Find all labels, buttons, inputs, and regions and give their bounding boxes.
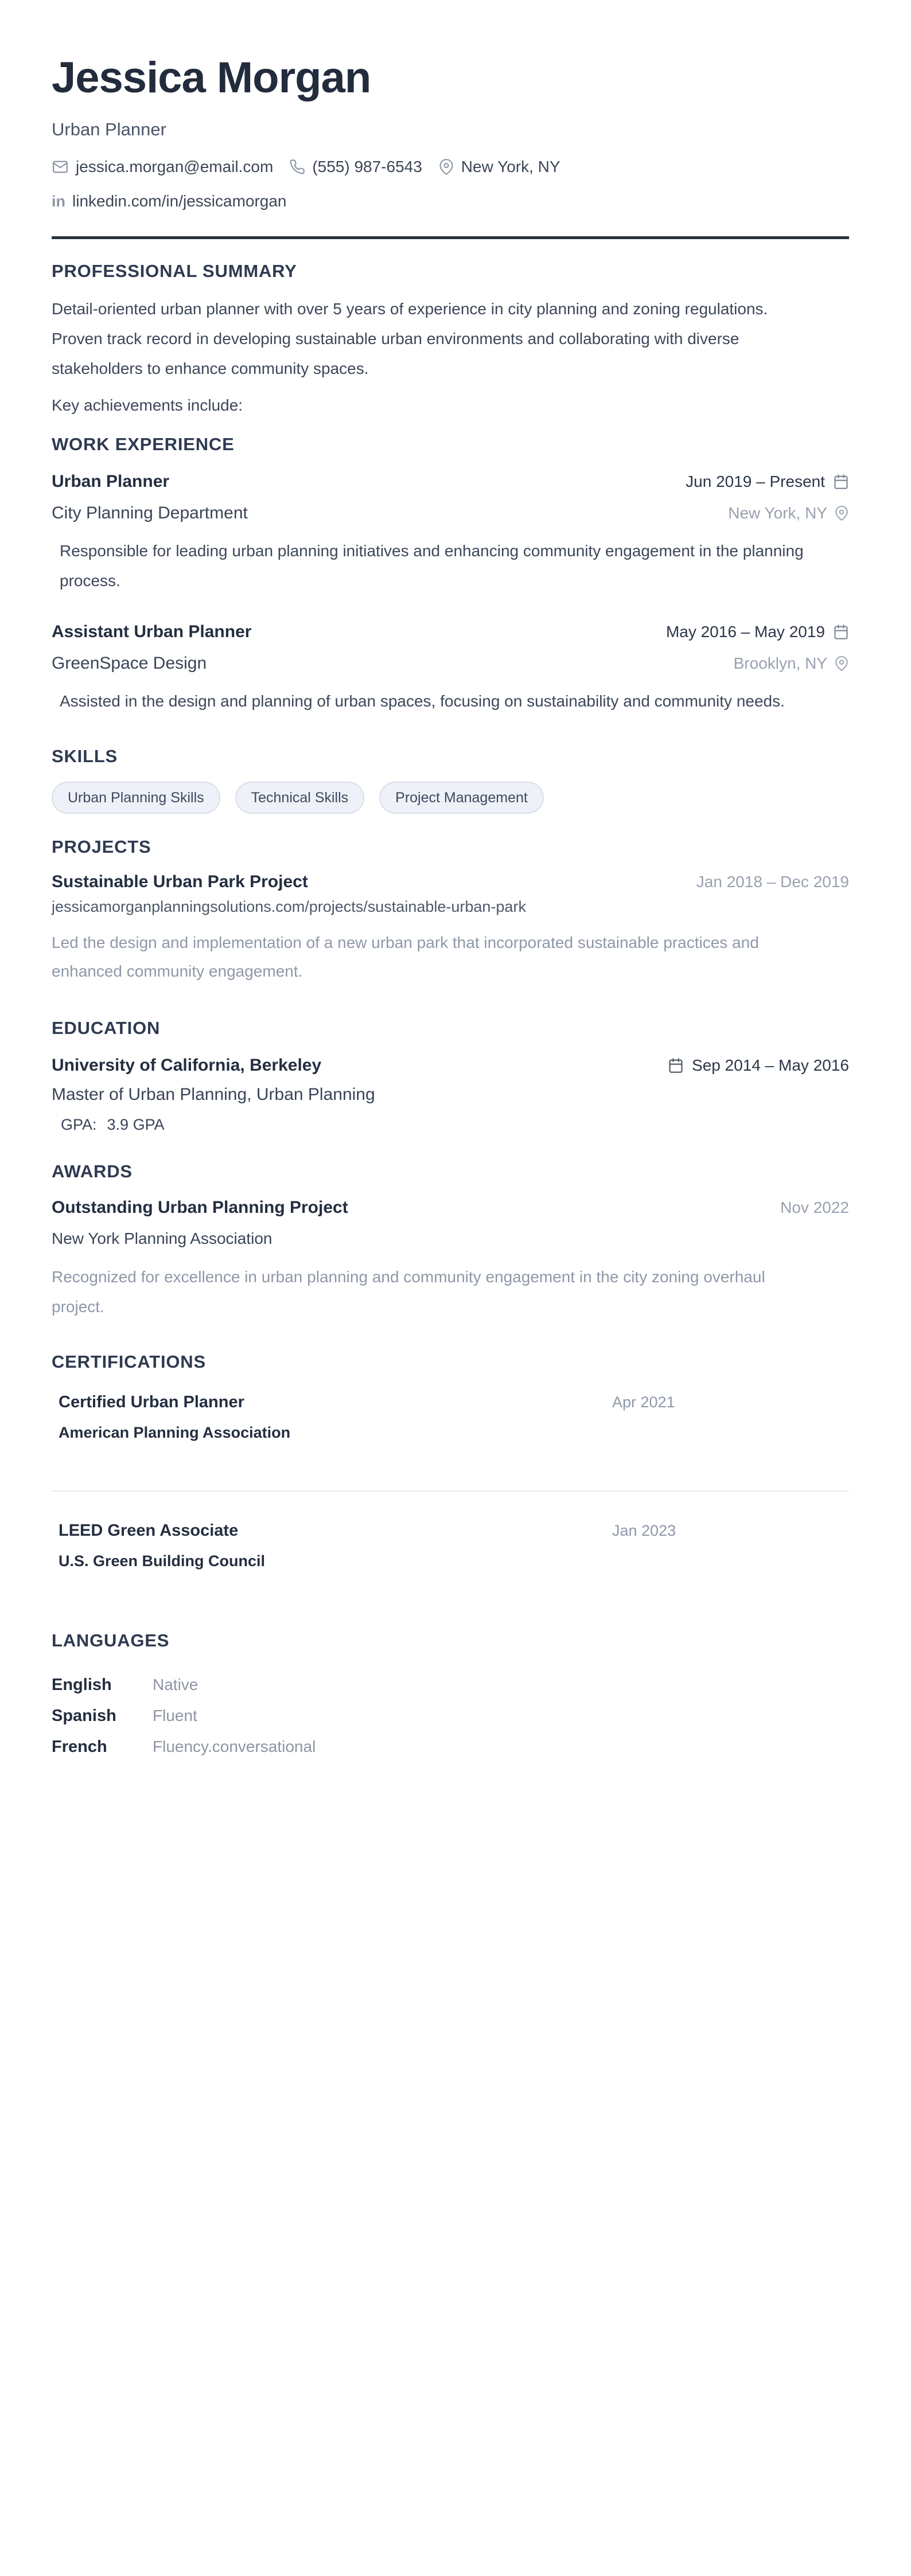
- job-dates-text: Jun 2019 – Present: [686, 473, 825, 490]
- education-title-row: [52, 1055, 849, 1076]
- language-level: Native: [153, 1676, 198, 1693]
- certification-date: Jan 2023: [612, 1521, 676, 1539]
- skills-pill-row: [52, 782, 849, 814]
- section-experience: [52, 434, 849, 716]
- summary-body: Detail-oriented urban planner with over 5 years of experience in city planning and zoning regulations. Proven track record in developing sustainable urban environments and collaborating with diverse stakeholders to enhance community spaces.: [52, 300, 768, 377]
- projects-heading: PROJECTS: [52, 837, 151, 857]
- education-dates-text: Sep 2014 – May 2016: [692, 1056, 849, 1074]
- calendar-icon: [668, 1057, 684, 1074]
- job-dates: [666, 623, 849, 641]
- skills-heading: SKILLS: [52, 746, 118, 766]
- job-location-text: New York, NY: [728, 504, 827, 522]
- project-name: Sustainable Urban Park Project: [52, 872, 308, 891]
- contact-phone: [289, 157, 422, 177]
- email-text: jessica.morgan@email.com: [76, 158, 274, 175]
- contact-linkedin: [52, 192, 287, 211]
- job-dates-text: May 2016 – May 2019: [665, 623, 825, 641]
- language-name: Spanish: [52, 1706, 116, 1725]
- job-title-row: [52, 621, 849, 643]
- linkedin-icon: in: [52, 192, 65, 210]
- language-level: Fluent: [153, 1707, 197, 1724]
- job-description: Responsible for leading urban planning initiatives and enhancing community engagement in the planning process.: [60, 542, 804, 590]
- certification-issuer: U.S. Green Building Council: [59, 1552, 266, 1570]
- section-education: [52, 1018, 849, 1134]
- job-company: City Planning Department: [52, 504, 248, 522]
- resume-header: [52, 53, 849, 211]
- person-title: Urban Planner: [52, 119, 166, 139]
- section-projects: [52, 837, 849, 986]
- person-name: Jessica Morgan: [52, 53, 371, 102]
- award-title-row: [52, 1197, 849, 1219]
- job-location: [734, 654, 849, 673]
- summary-heading: PROFESSIONAL SUMMARY: [52, 261, 297, 281]
- job-company: GreenSpace Design: [52, 654, 207, 673]
- calendar-icon: [833, 474, 849, 490]
- certification-row: [59, 1392, 849, 1412]
- header-divider: [52, 236, 849, 239]
- education-dates: [668, 1056, 849, 1075]
- certification-entry: [52, 1392, 849, 1442]
- phone-icon: [289, 159, 305, 175]
- map-pin-icon: [834, 656, 849, 671]
- project-url: jessicamorganplanningsolutions.com/projects/sustainable-urban-park: [52, 898, 526, 915]
- education-heading: EDUCATION: [52, 1018, 161, 1038]
- section-languages: [52, 1630, 849, 1762]
- certification-divider: [52, 1490, 849, 1492]
- language-level: Fluency.conversational: [153, 1738, 316, 1755]
- section-summary: [52, 261, 849, 420]
- certifications-heading: CERTIFICATIONS: [52, 1352, 206, 1372]
- project-title-row: [52, 871, 849, 893]
- location-text: New York, NY: [461, 158, 560, 175]
- job-description: Assisted in the design and planning of urban spaces, focusing on sustainability and community needs.: [60, 692, 785, 710]
- languages-heading: LANGUAGES: [52, 1630, 170, 1650]
- job-entry: [52, 471, 849, 596]
- job-location-text: Brooklyn, NY: [733, 654, 827, 672]
- education-school: University of California, Berkeley: [52, 1056, 322, 1075]
- certification-row: [59, 1520, 849, 1541]
- language-name: English: [52, 1675, 112, 1694]
- language-name: French: [52, 1737, 107, 1756]
- job-location: [728, 504, 849, 522]
- certification-entry: [52, 1520, 849, 1571]
- achievements-label: Key achievements include:: [52, 396, 243, 414]
- envelope-icon: [52, 158, 69, 175]
- contact-row-secondary: [52, 192, 849, 211]
- linkedin-text: linkedin.com/in/jessicamorgan: [72, 192, 287, 210]
- job-title-row: [52, 471, 849, 493]
- map-pin-icon: [834, 506, 849, 521]
- job-entry: [52, 621, 849, 716]
- resume-content: [52, 53, 849, 1762]
- awards-heading: AWARDS: [52, 1161, 133, 1181]
- section-skills: [52, 746, 849, 814]
- skill-pill: Technical Skills: [235, 782, 365, 814]
- job-title: Assistant Urban Planner: [52, 622, 252, 641]
- award-description: Recognized for excellence in urban planning and community engagement in the city zoning overhaul project.: [52, 1268, 765, 1316]
- project-dates: Jan 2018 – Dec 2019: [696, 873, 849, 891]
- gpa-label: GPA:: [61, 1116, 97, 1133]
- education-gpa-row: [52, 1115, 849, 1134]
- certification-date: Apr 2021: [612, 1393, 675, 1411]
- map-pin-icon: [438, 159, 454, 175]
- award-date: Nov 2022: [780, 1199, 849, 1216]
- project-description: Led the design and implementation of a new urban park that incorporated sustainable practices and enhanced community engagement.: [52, 934, 759, 980]
- section-awards: [52, 1161, 849, 1322]
- language-row: [52, 1669, 849, 1700]
- skill-pill: Urban Planning Skills: [52, 782, 220, 814]
- job-company-row: [52, 653, 849, 674]
- award-name: Outstanding Urban Planning Project: [52, 1198, 348, 1217]
- award-issuer: New York Planning Association: [52, 1230, 272, 1247]
- language-row: [52, 1731, 849, 1762]
- education-degree: Master of Urban Planning, Urban Planning: [52, 1085, 375, 1104]
- skill-pill: Project Management: [379, 782, 544, 814]
- phone-text: (555) 987-6543: [312, 158, 422, 175]
- gpa-value: 3.9 GPA: [107, 1116, 165, 1133]
- language-row: [52, 1700, 849, 1731]
- job-dates: [686, 473, 849, 491]
- job-company-row: [52, 503, 849, 524]
- languages-table: [52, 1669, 849, 1762]
- contact-row-primary: [52, 157, 849, 177]
- contact-email: [52, 157, 273, 177]
- certification-name: Certified Urban Planner: [59, 1393, 244, 1411]
- section-certifications: [52, 1352, 849, 1571]
- calendar-icon: [833, 624, 849, 640]
- certification-issuer: American Planning Association: [59, 1424, 291, 1441]
- job-title: Urban Planner: [52, 472, 170, 491]
- certification-name: LEED Green Associate: [59, 1521, 239, 1540]
- contact-location: [438, 157, 560, 177]
- experience-heading: WORK EXPERIENCE: [52, 434, 235, 454]
